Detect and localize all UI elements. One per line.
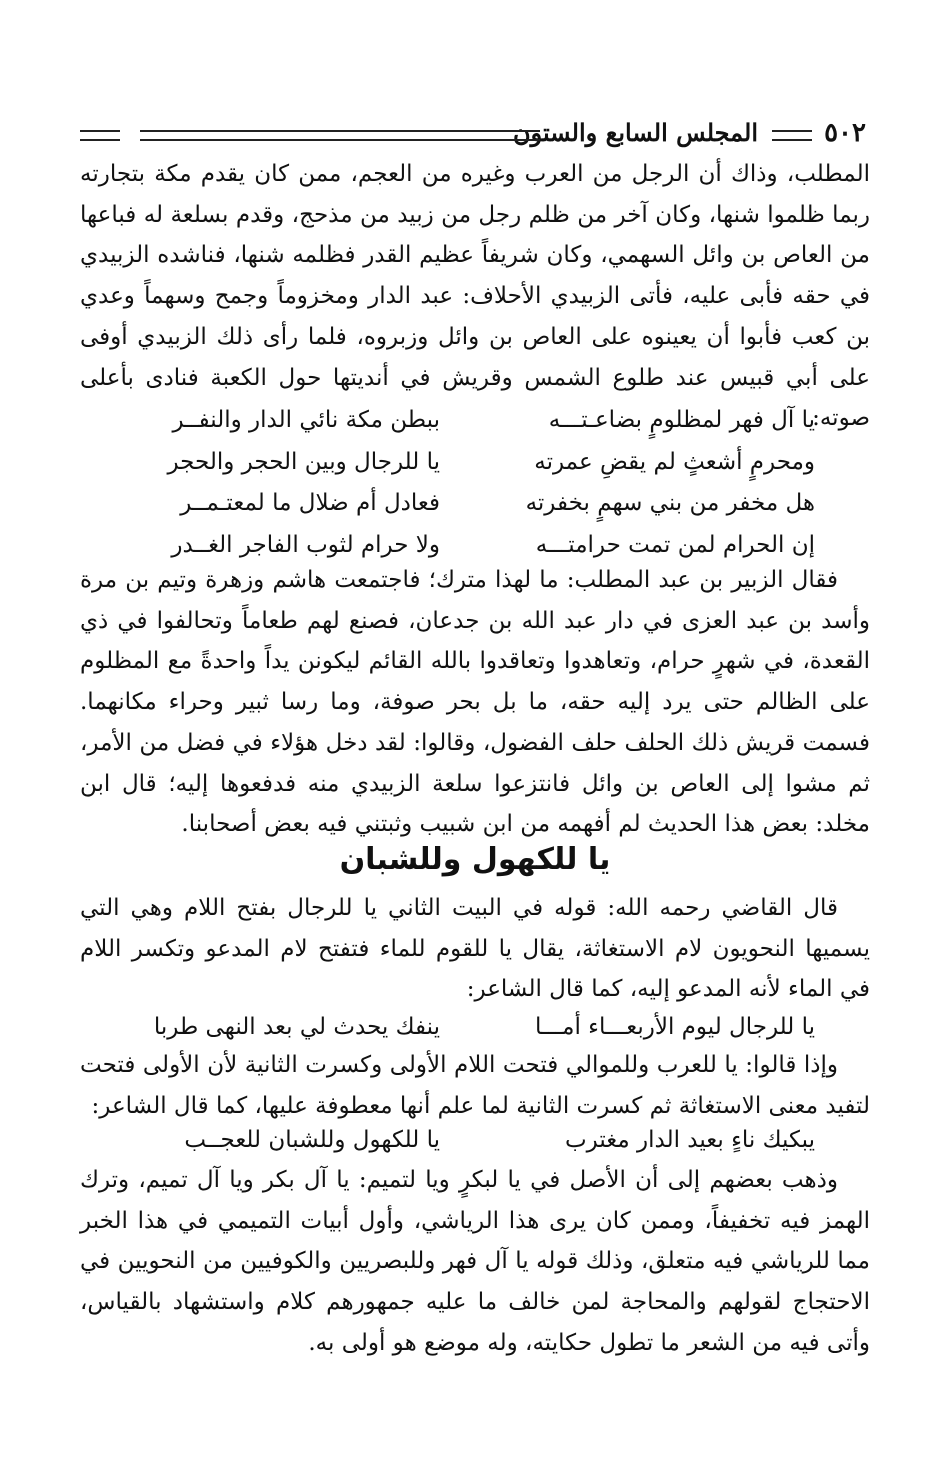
header-rule — [772, 130, 812, 141]
paragraph-5: وذهب بعضهم إلى أن الأصل في يا لبكرٍ ويا لتميم: يا آل بكر ويا آل تميم، وترك الهمز فيه تخفيفاً، وممن كان يرى هذا الرياشي، وأول أبيات التميمي في هذا الخبر مما للرياشي فيه متعلق، وذلك قوله يا آل فهر وللبصريين والكوفيين من النحويين في الاحتجاج لقولهم والمحاجة لمن خالف ما عليه جمهورهم كلام واستشهاد بالقياس، وأتى فيه من الشعر ما تطول حكايته، وله موضع هو أولى به. — [80, 1167, 870, 1356]
verse-line — [80, 1120, 870, 1162]
verse-first-hemistich: يا آل فهر لمظلومٍ بضاعـتـــه — [548, 407, 815, 433]
paragraph-4-block — [80, 1045, 870, 1126]
paragraph-5-block — [80, 1160, 870, 1364]
verse-line — [80, 483, 870, 525]
page-number: ٥٠٢ — [824, 118, 866, 148]
verse-line — [80, 400, 870, 442]
paragraph-3-block — [80, 888, 870, 1010]
poem-verse-3 — [80, 1120, 870, 1162]
verse-second-hemistich: ولا حرام لثوب الفاجر الغــدر — [171, 531, 440, 558]
verse-first-hemistich: يا للرجال ليوم الأربعـــاء أمـــا — [534, 1014, 815, 1040]
paragraph-2-block — [80, 560, 870, 845]
verse-second-hemistich: فعادل أم ضلال ما لمعتـمــر — [180, 490, 440, 516]
verse-first-hemistich: هل مخفر من بني سهمٍ بخفرته — [525, 490, 815, 516]
verse-first-hemistich: إن الحرام لمن تمت حرامتـــه — [535, 531, 815, 558]
running-header — [80, 118, 870, 152]
poem-verse-2 — [80, 1007, 870, 1049]
verse-second-hemistich: ببطن مكة نائي الدار والنفــر — [172, 407, 440, 433]
verse-second-hemistich: يا للكهول وللشبان للعجــب — [184, 1127, 440, 1153]
verse-second-hemistich: يا للرجال وبين الحجر والحجر — [167, 448, 440, 475]
chapter-title: المجلس السابع والستون — [512, 118, 758, 147]
header-rule — [80, 130, 120, 141]
header-rule — [140, 130, 540, 141]
paragraph-1: المطلب، وذاك أن الرجل من العرب وغيره من العجم، ممن كان يقدم مكة بتجارته ربما ظلموا شنها، وكان آخر من ظلم رجل من زبيد من مذحج، وقدم بسلعة له فباعها من العاص بن وائل السهمي، وكان شريفاً عظيم القدر فظلمه شنها، فناشده الزبيدي في حقه فأبى عليه، فأتى الزبيدي الأحلاف: عبد الدار ومخزوماً وجمح وسهماً وعدي بن كعب فأبوا أن يعينوه على العاص بن وائل وزبروه، فلما رأى ذلك الزبيدي أوفى على أبي قبيس عند طلوع الشمس وقريش في أنديتها حول الكعبة فنادى بأعلى صوته: — [80, 161, 870, 432]
paragraph-1-block — [80, 154, 870, 439]
verse-first-hemistich: يبكيك ناءٍ بعيد الدار مغترب — [564, 1127, 815, 1153]
section-heading: يا للكهول وللشبان — [339, 842, 611, 877]
paragraph-4: وإذا قالوا: يا للعرب وللموالي فتحت اللام الأولى وكسرت الثانية لأن الأولى فتحت لتفيد معنى الاستغاثة ثم كسرت الثانية لما علم أنها معطوفة عليها، كما قال الشاعر: — [80, 1052, 870, 1119]
verse-line — [80, 1007, 870, 1049]
verse-second-hemistich: ينفك يحدث لي بعد النهى طربا — [153, 1014, 440, 1040]
paragraph-3: قال القاضي رحمه الله: قوله في البيت الثاني يا للرجال بفتح اللام وهي التي يسميها النحويون لام الاستغاثة، يقال يا للقوم للماء فتفتح لام المدعو وتكسر اللام في الماء لأنه المدعو إليه، كما قال الشاعر: — [80, 895, 870, 1003]
verse-first-hemistich: ومحرمٍ أشعثٍ لم يقضِ عمرته — [534, 448, 815, 475]
verse-line — [80, 442, 870, 484]
poem-verses — [80, 400, 870, 566]
paragraph-2: فقال الزبير بن عبد المطلب: ما لهذا مترك؛ فاجتمعت هاشم وزهرة وتيم بن مرة وأسد بن عبد العزى في دار عبد الله بن جدعان، فصنع لهم طعاماً وتحالفوا في ذي القعدة، في شهرٍ حرام، وتعاهدوا وتعاقدوا بالله القائم ليكونن يداً واحدةً مع المظلوم على الظالم حتى يرد إليه حقه، ما بل بحر صوفة، وما رسا ثبير وحراء مكانهما. فسمت قريش ذلك الحلف حلف الفضول، وقالوا: لقد دخل هؤلاء في فضل من الأمر، ثم مشوا إلى العاص بن وائل فانتزعوا سلعة الزبيدي منه فدفعوها إليه؛ قال ابن مخلد: بعض هذا الحديث لم أفهمه من ابن شبيب وثبتني فيه بعض أصحابنا. — [80, 567, 871, 838]
